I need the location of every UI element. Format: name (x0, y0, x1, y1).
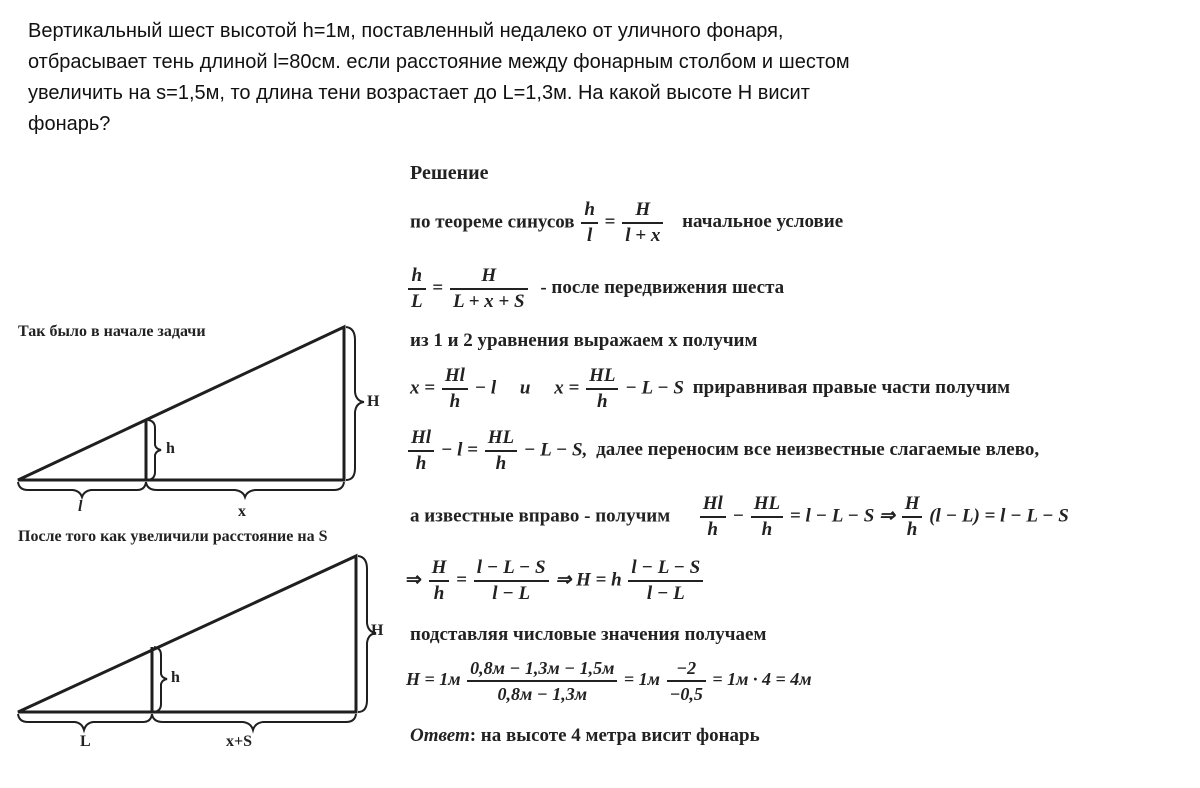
l7-f3-num: l − L − S (628, 556, 703, 582)
l2-tail: - после передвижения шеста (540, 277, 785, 299)
l2-f1-den: L (411, 291, 423, 312)
l2-f2-num: H (450, 264, 528, 290)
l9-start: H = 1м (406, 669, 461, 690)
l7-frac-lLS-lL-2 (628, 556, 703, 606)
solution-answer (410, 725, 760, 747)
l1-f2-num: H (622, 198, 663, 224)
l5-f2-den: h (495, 453, 507, 474)
l2-frac-H-LxS (450, 264, 528, 314)
diagram1-label-H: H (367, 393, 380, 410)
solution-line-3: из 1 и 2 уравнения выражаем х получим (410, 330, 758, 351)
l5-tail: далее переносим все неизвестные слагаемые влево, (596, 439, 1040, 461)
diagram1-big-triangle (18, 327, 344, 480)
l1-f1-num: h (581, 198, 598, 224)
l4-frac-Hl-h (442, 364, 468, 414)
solution-line-2 (406, 264, 784, 314)
solution-line-9 (406, 656, 812, 706)
l5-frac-Hl-h (408, 426, 434, 476)
l2-f2-den: L + x + S (452, 291, 525, 312)
l6-f3-den: h (906, 519, 918, 540)
l1-frac-H-lx (622, 198, 663, 248)
l6-minus: − (732, 505, 745, 527)
diagram1-label-x: x (238, 503, 246, 520)
l7-frac-lLS-lL (474, 556, 549, 606)
l6-f2-den: h (761, 519, 773, 540)
l7-mid: ⇒ H = h (555, 569, 622, 591)
l6-f1-num: Hl (700, 492, 726, 518)
solution-line-5 (406, 426, 1039, 476)
l2-f1-num: h (408, 264, 426, 290)
l4-frac-HL-h (586, 364, 618, 414)
diagram1-brace-l (18, 482, 146, 497)
l1-frac-h-l (581, 198, 598, 248)
solution-line-8: подставляя числовые значения получаем (410, 624, 767, 645)
l4-f1-num: Hl (442, 364, 468, 390)
solution-heading: Решение (410, 162, 489, 184)
l4-tail: приравнивая правые части получим (692, 377, 1011, 399)
l4-f2-den: h (596, 391, 608, 412)
l1-text: по теореме синусов (410, 211, 575, 233)
l7-f2-den: l − L (492, 583, 531, 604)
l1-f2-den: l + x (625, 225, 661, 246)
l7-f1-num: H (429, 556, 450, 582)
diagram2-label-H: H (371, 622, 384, 639)
l4-after: − L − S (625, 377, 684, 399)
l6-frac-Hl-h (700, 492, 726, 542)
l5-f1-den: h (415, 453, 427, 474)
l7-f3-den: l − L (646, 583, 685, 604)
l5-after: − L − S, (523, 439, 588, 461)
l4-x: x = (410, 377, 436, 399)
diagram2-big-triangle (18, 556, 356, 712)
answer-text: : на высоте 4 метра висит фонарь (469, 725, 760, 746)
l5-frac-HL-h (485, 426, 517, 476)
diagram2-label-xs: x+S (226, 733, 253, 750)
problem-line-3: увеличить на s=1,5м, то длина тени возрастает до L=1,3м. На какой высоте H висит (28, 82, 810, 104)
l4-f2-num: HL (586, 364, 618, 390)
diagram1-label-h: h (166, 440, 175, 457)
l7-eq: = (456, 569, 468, 591)
l7-frac-H-h (429, 556, 450, 606)
l5-f1-num: Hl (408, 426, 434, 452)
problem-line-2: отбрасывает тень длиной l=80см. если расстояние между фонарным столбом и шестом (28, 51, 850, 73)
l9-tail: = 1м · 4 = 4м (712, 669, 812, 690)
l1-tail: начальное условие (682, 211, 844, 233)
l2-eq: = (432, 277, 444, 299)
l4-mid: − l и x = (474, 377, 580, 399)
problem-line-1: Вертикальный шест высотой h=1м, поставленный недалеко от уличного фонаря, (28, 20, 784, 42)
l9-f2-den: −0,5 (669, 684, 703, 704)
l9-mid: = 1м (623, 669, 660, 690)
l5-f2-num: HL (485, 426, 517, 452)
l9-f1-num: 0,8м − 1,3м − 1,5м (467, 656, 617, 682)
diagram2-label-L: L (80, 733, 91, 750)
l6-frac-H-h (902, 492, 923, 542)
diagram2-brace-L (18, 714, 152, 730)
solution-line-6 (410, 492, 1069, 542)
l6-f3-num: H (902, 492, 923, 518)
l7-f1-den: h (433, 583, 445, 604)
l1-f1-den: l (586, 225, 593, 246)
diagram2-brace-xs (152, 714, 356, 730)
l4-f1-den: h (449, 391, 461, 412)
diagram1-brace-H (346, 327, 364, 480)
diagram1-brace-h (148, 420, 161, 480)
solution-line-1 (410, 198, 843, 248)
l9-frac-ratio (667, 656, 706, 706)
l7-f2-num: l − L − S (474, 556, 549, 582)
l2-frac-h-L (408, 264, 426, 314)
diagram1-brace-x (146, 482, 344, 497)
l6-frac-HL-h (751, 492, 783, 542)
diagram2-title: После того как увеличили расстояние на S (18, 528, 328, 545)
l9-frac-numbers (467, 656, 617, 706)
diagram1-label-l: l (78, 498, 83, 515)
l6-f2-num: HL (751, 492, 783, 518)
l6-mid: = l − L − S ⇒ (789, 505, 895, 527)
l6-after: (l − L) = l − L − S (929, 505, 1069, 527)
l6-f1-den: h (707, 519, 718, 540)
diagram2-label-h: h (171, 669, 180, 686)
solution-line-7 (406, 556, 705, 606)
solution-line-4 (410, 364, 1010, 414)
l9-f2-num: −2 (667, 656, 706, 682)
diagram1-title: Так было в начале задачи (18, 323, 206, 340)
l1-eq: = (604, 211, 616, 233)
l5-mid: − l = (440, 439, 478, 461)
l7-arrow: ⇒ (406, 569, 422, 591)
answer-label: Ответ (410, 725, 470, 746)
diagram2-brace-h (154, 647, 167, 712)
problem-line-4: фонарь? (28, 113, 111, 135)
l9-f1-den: 0,8м − 1,3м (497, 684, 588, 704)
l6-text: а известные вправо - получим (410, 505, 671, 527)
